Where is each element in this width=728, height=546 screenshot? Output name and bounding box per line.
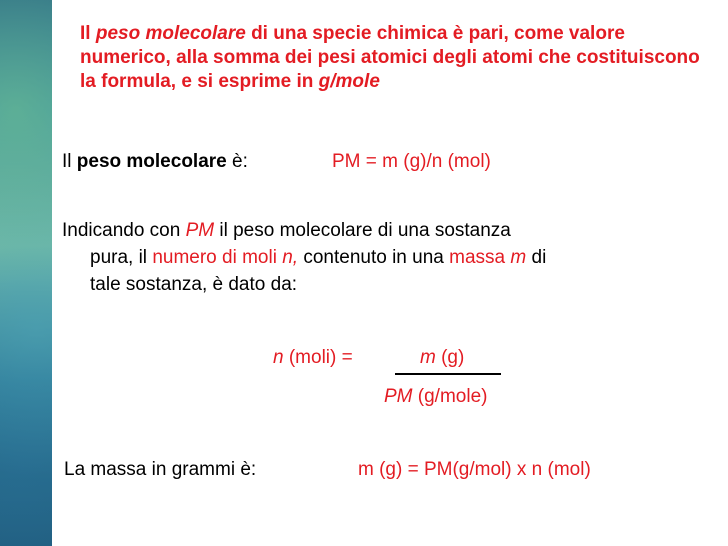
label-prefix: Il bbox=[62, 151, 77, 172]
para-part: pura, il bbox=[90, 247, 153, 268]
formula-pm: PM = m (g)/n (mol) bbox=[332, 151, 491, 172]
mass-label: La massa in grammi è: bbox=[64, 459, 257, 480]
lhs-rest: (moli) = bbox=[283, 347, 353, 368]
definition-term: peso molecolare bbox=[95, 23, 246, 44]
paragraph-text bbox=[62, 217, 692, 298]
para-pm: PM bbox=[185, 220, 215, 241]
fraction-bar bbox=[395, 373, 501, 375]
para-moles: numero di moli bbox=[152, 247, 283, 268]
para-line-2 bbox=[62, 244, 692, 271]
decorative-side-bar bbox=[0, 0, 52, 546]
numerator-unit: (g) bbox=[435, 347, 465, 368]
formula-denominator bbox=[384, 385, 487, 409]
var-n: n bbox=[273, 347, 284, 368]
definition-part: di una specie chimica è pari, come valore numerico, alla somma dei pesi atomici degli atomi che costituiscono la formula, e si esprime in bbox=[80, 23, 700, 92]
mass-formula: m (g) = PM(g/mol) x n (mol) bbox=[358, 459, 591, 480]
para-mass: massa bbox=[449, 247, 511, 268]
denominator-unit: (g/mole) bbox=[412, 386, 488, 407]
para-part: contenuto in una bbox=[298, 247, 450, 268]
label-term: peso molecolare bbox=[76, 151, 227, 172]
para-m: m bbox=[510, 247, 527, 268]
para-line-3: tale sostanza, è dato da: bbox=[90, 274, 298, 295]
para-part: di bbox=[526, 247, 547, 268]
label-suffix: è: bbox=[226, 151, 248, 172]
formula-pm-label bbox=[62, 150, 248, 174]
para-n: n, bbox=[282, 247, 299, 268]
formula-numerator bbox=[420, 346, 464, 370]
var-pm: PM bbox=[384, 386, 413, 407]
para-part: il peso molecolare di una sostanza bbox=[214, 220, 511, 241]
var-m: m bbox=[420, 347, 436, 368]
definition-text bbox=[80, 22, 700, 94]
formula-moles-lhs bbox=[273, 346, 353, 370]
definition-part: Il bbox=[80, 23, 96, 44]
para-part: Indicando con bbox=[62, 220, 186, 241]
definition-unit: g/mole bbox=[318, 71, 380, 92]
